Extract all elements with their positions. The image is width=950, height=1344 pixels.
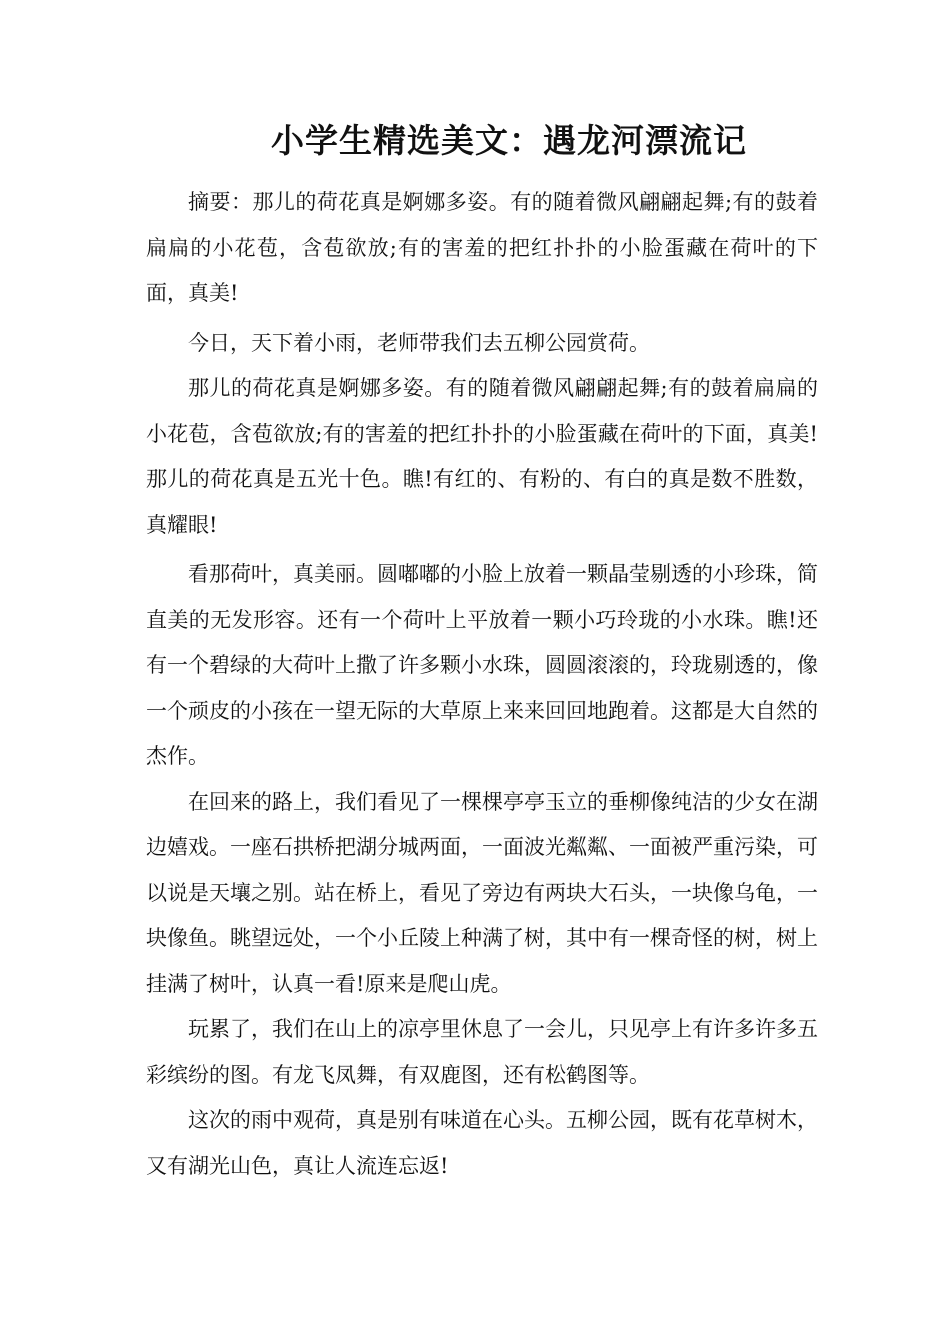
document-body [146, 180, 818, 1189]
paragraph-intro: 今日，天下着小雨，老师带我们去五柳公园赏荷。 [188, 330, 650, 355]
paragraph-abstract: 摘要：那儿的荷花真是婀娜多姿。有的随着微风翩翩起舞;有的鼓着扁扁的小花苞，含苞欲放;有的害羞的把红扑扑的小脸蛋藏在荷叶的下面，真美! [146, 190, 818, 305]
paragraph-conclusion: 这次的雨中观荷，真是别有味道在心头。五柳公园，既有花草树木，又有湖光山色，真让人流连忘返! [146, 1108, 818, 1178]
paragraph-lotus-flowers: 那儿的荷花真是婀娜多姿。有的随着微风翩翩起舞;有的鼓着扁扁的小花苞，含苞欲放;有的害羞的把红扑扑的小脸蛋藏在荷叶的下面，真美!那儿的荷花真是五光十色。瞧!有红的、有粉的、有白的真是数不胜数，真耀眼! [146, 376, 818, 537]
paragraph-return-trip: 在回来的路上，我们看见了一棵棵亭亭玉立的垂柳像纯洁的少女在湖边嬉戏。一座石拱桥把湖分城两面，一面波光粼粼、一面被严重污染，可以说是天壤之别。站在桥上，看见了旁边有两块大石头，一块像乌龟，一块像鱼。眺望远处，一个小丘陵上种满了树，其中有一棵奇怪的树，树上挂满了树叶，认真一看!原来是爬山虎。 [146, 789, 818, 996]
paragraph-pavilion: 玩累了，我们在山上的凉亭里休息了一会儿，只见亭上有许多许多五彩缤纷的图。有龙飞凤舞，有双鹿图，还有松鹤图等。 [146, 1017, 818, 1087]
document-title: 小学生精选美文：遇龙河漂流记 [271, 121, 747, 160]
paragraph-lotus-leaves: 看那荷叶，真美丽。圆嘟嘟的小脸上放着一颗晶莹剔透的小珍珠，简直美的无发形容。还有一个荷叶上平放着一颗小巧玲珑的小水珠。瞧!还有一个碧绿的大荷叶上撒了许多颗小水珠，圆圆滚滚的，玲珑剔透的，像一个顽皮的小孩在一望无际的大草原上来来回回地跑着。这都是大自然的杰作。 [146, 562, 818, 768]
